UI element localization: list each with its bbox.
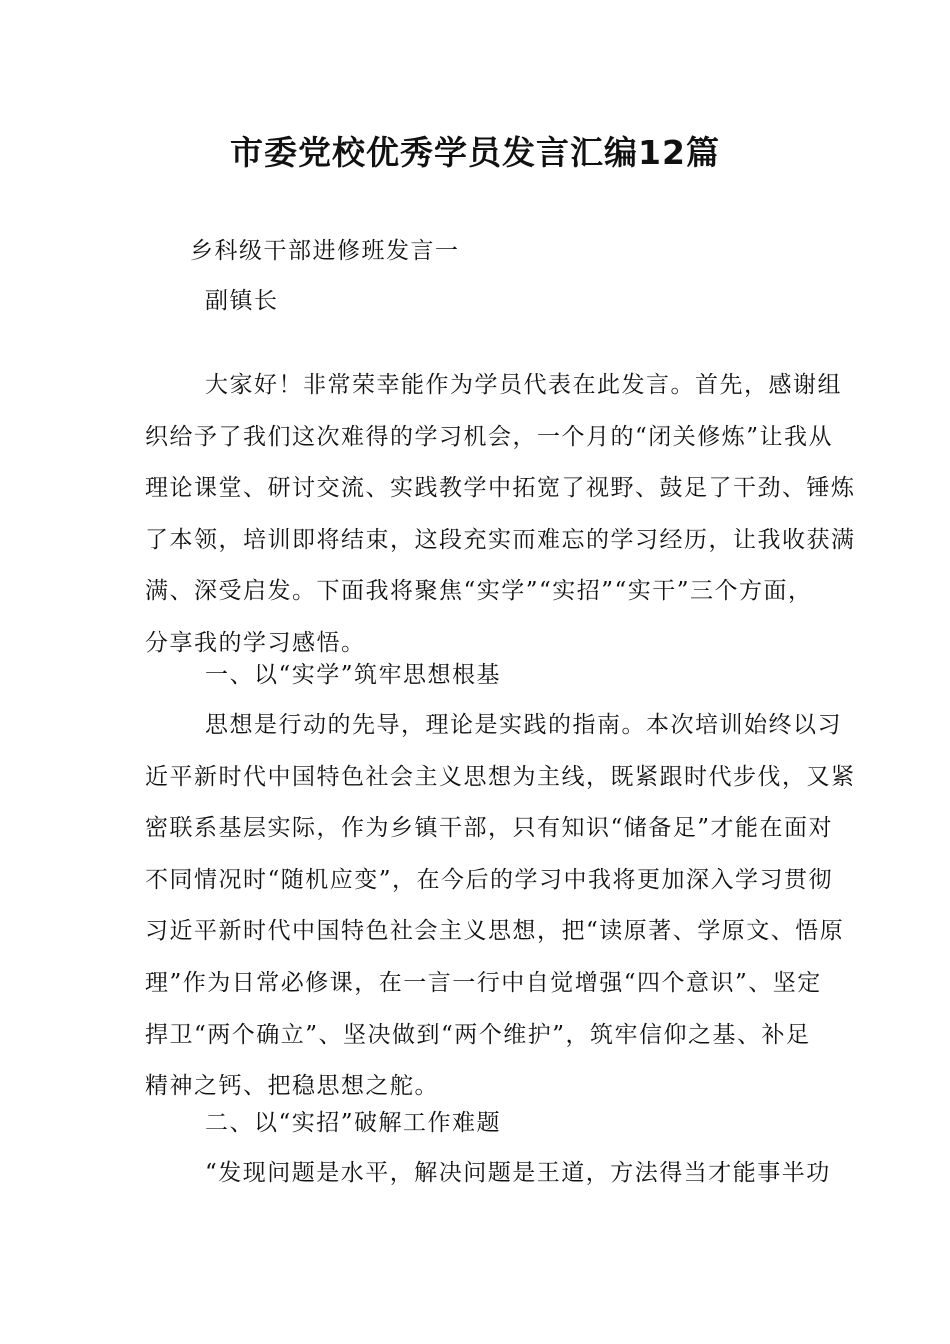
paragraph-line: 分享我的学习感悟。 [145, 629, 366, 656]
paragraph-line: 不同情况时“随机应变”，在今后的学习中我将更加深入学习贯彻 [145, 866, 834, 893]
speaker-role: 副镇长 [205, 288, 279, 314]
paragraph-line: 近平新时代中国特色社会主义思想为主线，既紧跟时代步伐，又紧 [145, 763, 856, 790]
paragraph-2 [145, 700, 856, 1113]
section-heading-1: 一、以“实学”筑牢思想根基 [205, 662, 502, 688]
paragraph-line: 习近平新时代中国特色社会主义思想，把“读原著、学原文、悟原 [145, 918, 845, 945]
paragraph-line: 满、深受启发。下面我将聚焦“实学”“实招”“实干”三个方面， [145, 578, 813, 605]
paragraph-line: “发现问题是水平，解决问题是王道，方法得当才能事半功 [205, 1160, 831, 1186]
section-heading-2: 二、以“实招”破解工作难题 [205, 1110, 502, 1136]
paragraph-line: 理论课堂、研讨交流、实践教学中拓宽了视野、鼓足了干劲、锤炼 [145, 475, 856, 502]
document-title: 市委党校优秀学员发言汇编12篇 [230, 133, 720, 172]
paragraph-line: 思想是行动的先导，理论是实践的指南。本次培训始终以习 [205, 712, 842, 738]
document-subtitle: 乡科级干部进修班发言一 [190, 238, 460, 264]
paragraph-line: 精神之钙、把稳思想之舵。 [145, 1073, 439, 1100]
paragraph-line: 织给予了我们这次难得的学习机会，一个月的“闭关修炼”让我从 [145, 423, 834, 450]
paragraph-line: 大家好！非常荣幸能作为学员代表在此发言。首先，感谢组 [205, 372, 842, 398]
paragraph-line: 了本领，培训即将结束，这段充实而难忘的学习经历，让我收获满 [145, 526, 856, 553]
paragraph-line: 理”作为日常必修课，在一言一行中自觉增强“四个意识”、坚定 [145, 969, 822, 996]
paragraph-1 [145, 360, 856, 670]
paragraph-line: 捍卫“两个确立”、坚决做到“两个维护”，筑牢信仰之基、补足 [145, 1021, 811, 1048]
paragraph-3 [145, 1148, 845, 1200]
paragraph-line: 密联系基层实际，作为乡镇干部，只有知识“储备足”才能在面对 [145, 815, 834, 842]
